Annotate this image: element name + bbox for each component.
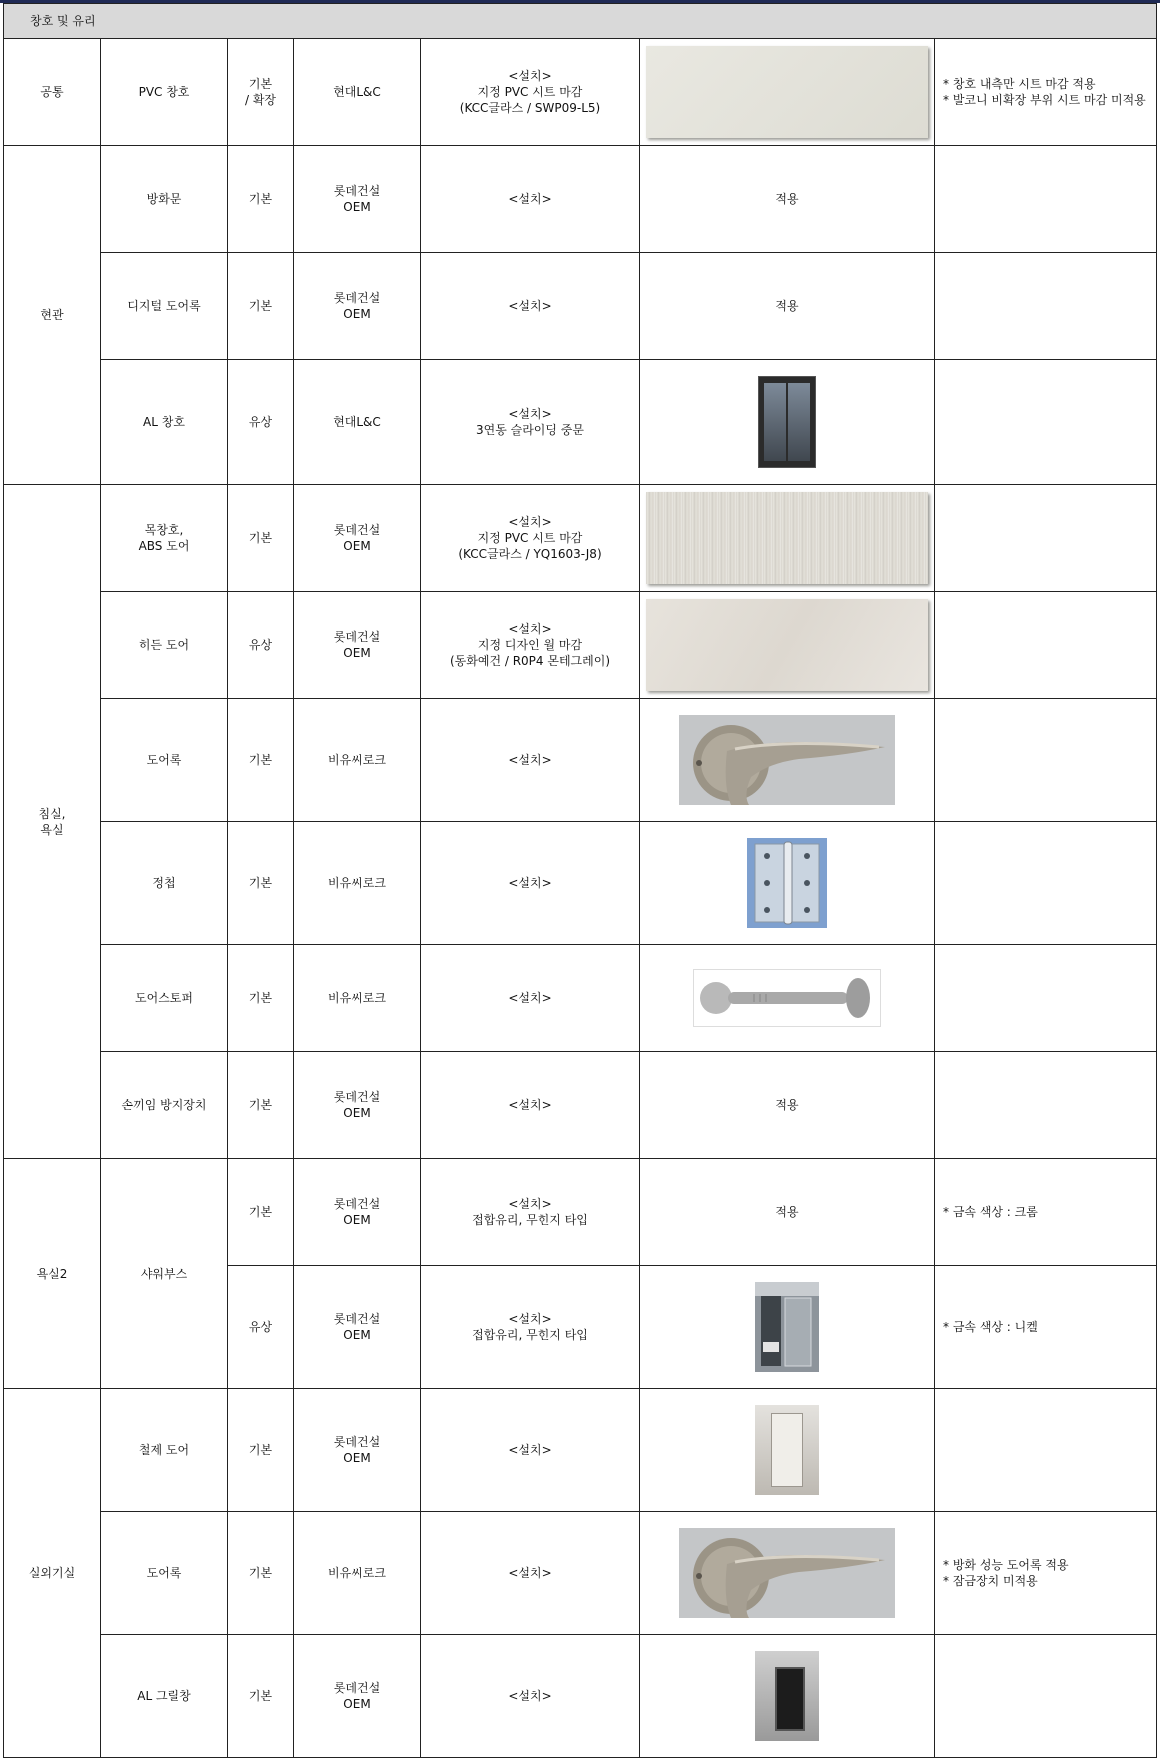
image-cell bbox=[640, 360, 935, 485]
item-cell: PVC 창호 bbox=[101, 39, 228, 146]
note-cell: * 금속 색상 : 니켈 bbox=[935, 1266, 1157, 1389]
steel-door-photo bbox=[755, 1405, 819, 1495]
table-row bbox=[4, 592, 1157, 699]
table-row bbox=[4, 146, 1157, 253]
table-row bbox=[4, 1389, 1157, 1512]
type-cell: 유상 bbox=[228, 592, 294, 699]
note-cell bbox=[935, 1389, 1157, 1512]
note-cell: * 창호 내측만 시트 마감 적용 * 발코니 비확장 부위 시트 마감 미적용 bbox=[935, 39, 1157, 146]
item-cell: 도어록 bbox=[101, 1512, 228, 1635]
spec-cell: <설치> bbox=[421, 945, 640, 1052]
spec-cell: <설치> 3연동 슬라이딩 중문 bbox=[421, 360, 640, 485]
maker-cell: 비유씨로크 bbox=[294, 699, 421, 822]
type-cell: 유상 bbox=[228, 360, 294, 485]
hinge-image bbox=[747, 838, 827, 928]
image-cell bbox=[640, 39, 935, 146]
type-cell: 기본 bbox=[228, 253, 294, 360]
note-cell bbox=[935, 1052, 1157, 1159]
door-lever-handle-image bbox=[679, 1528, 895, 1618]
image-cell bbox=[640, 1389, 935, 1512]
note-cell: * 금속 색상 : 크롬 bbox=[935, 1159, 1157, 1266]
table-row bbox=[4, 360, 1157, 485]
wood-sheet-swatch-image bbox=[646, 492, 928, 584]
note-cell bbox=[935, 1635, 1157, 1758]
item-cell: 손끼임 방지장치 bbox=[101, 1052, 228, 1159]
maker-cell: 비유씨로크 bbox=[294, 822, 421, 945]
maker-cell: 현대L&C bbox=[294, 360, 421, 485]
image-cell bbox=[640, 1635, 935, 1758]
spec-cell: <설치> bbox=[421, 146, 640, 253]
door-lever-handle-image bbox=[679, 715, 895, 805]
al-grill-window-photo bbox=[755, 1651, 819, 1741]
spec-cell: <설치> bbox=[421, 822, 640, 945]
location-cell: 실외기실 bbox=[4, 1389, 101, 1758]
image-cell bbox=[640, 699, 935, 822]
type-cell: 기본 bbox=[228, 1389, 294, 1512]
spec-cell: <설치> bbox=[421, 1512, 640, 1635]
type-cell: 기본 bbox=[228, 1052, 294, 1159]
pvc-sheet-swatch-image bbox=[646, 46, 928, 138]
spec-cell: <설치> bbox=[421, 1635, 640, 1758]
note-cell bbox=[935, 822, 1157, 945]
section-title: 창호 및 유리 bbox=[4, 4, 1157, 39]
maker-cell: 롯데건설 OEM bbox=[294, 592, 421, 699]
spec-cell: <설치> bbox=[421, 699, 640, 822]
spec-cell: <설치> 지정 PVC 시트 마감 (KCC글라스 / YQ1603-J8) bbox=[421, 485, 640, 592]
maker-cell: 비유씨로크 bbox=[294, 1512, 421, 1635]
type-cell: 기본 bbox=[228, 1512, 294, 1635]
image-cell bbox=[640, 1512, 935, 1635]
spec-cell: <설치> 지정 디자인 월 마감 (동화예건 / R0P4 몬테그레이) bbox=[421, 592, 640, 699]
door-stopper-image bbox=[693, 969, 881, 1027]
table-row bbox=[4, 1635, 1157, 1758]
type-cell: 기본 bbox=[228, 1159, 294, 1266]
table-row bbox=[4, 485, 1157, 592]
item-cell: AL 그릴창 bbox=[101, 1635, 228, 1758]
table-row bbox=[4, 822, 1157, 945]
type-cell: 기본 bbox=[228, 822, 294, 945]
spec-cell: <설치> bbox=[421, 1052, 640, 1159]
table-row bbox=[4, 253, 1157, 360]
note-cell bbox=[935, 146, 1157, 253]
image-cell: 적용 bbox=[640, 146, 935, 253]
table-row bbox=[4, 699, 1157, 822]
maker-cell: 롯데건설 OEM bbox=[294, 1635, 421, 1758]
note-cell bbox=[935, 360, 1157, 485]
type-cell: 유상 bbox=[228, 1266, 294, 1389]
maker-cell: 롯데건설 OEM bbox=[294, 253, 421, 360]
image-cell bbox=[640, 945, 935, 1052]
spec-cell: <설치> 접합유리, 무힌지 타입 bbox=[421, 1159, 640, 1266]
image-cell: 적용 bbox=[640, 1052, 935, 1159]
type-cell: 기본 bbox=[228, 485, 294, 592]
image-cell bbox=[640, 1266, 935, 1389]
type-cell: 기본 bbox=[228, 146, 294, 253]
table-row bbox=[4, 39, 1157, 146]
item-cell: 샤워부스 bbox=[101, 1159, 228, 1389]
note-cell bbox=[935, 253, 1157, 360]
image-cell: 적용 bbox=[640, 253, 935, 360]
table-row bbox=[4, 945, 1157, 1052]
image-cell bbox=[640, 485, 935, 592]
table-row bbox=[4, 1512, 1157, 1635]
item-cell: 디지털 도어록 bbox=[101, 253, 228, 360]
location-cell: 침실, 욕실 bbox=[4, 485, 101, 1159]
spec-cell: <설치> bbox=[421, 253, 640, 360]
item-cell: 히든 도어 bbox=[101, 592, 228, 699]
type-cell: 기본 / 확장 bbox=[228, 39, 294, 146]
item-cell: 목창호, ABS 도어 bbox=[101, 485, 228, 592]
table-row bbox=[4, 1052, 1157, 1159]
note-cell: * 방화 성능 도어록 적용 * 잠금장치 미적용 bbox=[935, 1512, 1157, 1635]
shower-booth-photo bbox=[755, 1282, 819, 1372]
location-cell: 욕실2 bbox=[4, 1159, 101, 1389]
maker-cell: 비유씨로크 bbox=[294, 945, 421, 1052]
spec-cell: <설치> bbox=[421, 1389, 640, 1512]
type-cell: 기본 bbox=[228, 945, 294, 1052]
maker-cell: 롯데건설 OEM bbox=[294, 146, 421, 253]
item-cell: 도어록 bbox=[101, 699, 228, 822]
type-cell: 기본 bbox=[228, 1635, 294, 1758]
image-cell bbox=[640, 822, 935, 945]
maker-cell: 롯데건설 OEM bbox=[294, 485, 421, 592]
maker-cell: 현대L&C bbox=[294, 39, 421, 146]
spec-cell: <설치> 지정 PVC 시트 마감 (KCC글라스 / SWP09-L5) bbox=[421, 39, 640, 146]
spec-cell: <설치> 접합유리, 무힌지 타입 bbox=[421, 1266, 640, 1389]
note-cell bbox=[935, 592, 1157, 699]
note-cell bbox=[935, 699, 1157, 822]
maker-cell: 롯데건설 OEM bbox=[294, 1266, 421, 1389]
item-cell: AL 창호 bbox=[101, 360, 228, 485]
image-cell: 적용 bbox=[640, 1159, 935, 1266]
image-cell bbox=[640, 592, 935, 699]
location-cell: 현관 bbox=[4, 146, 101, 485]
spec-table bbox=[3, 3, 1157, 1758]
item-cell: 철제 도어 bbox=[101, 1389, 228, 1512]
item-cell: 도어스토퍼 bbox=[101, 945, 228, 1052]
note-cell bbox=[935, 485, 1157, 592]
sliding-door-photo bbox=[758, 376, 816, 468]
section-header-row bbox=[4, 4, 1157, 39]
maker-cell: 롯데건설 OEM bbox=[294, 1389, 421, 1512]
table-row bbox=[4, 1159, 1157, 1266]
location-cell: 공통 bbox=[4, 39, 101, 146]
note-cell bbox=[935, 945, 1157, 1052]
maker-cell: 롯데건설 OEM bbox=[294, 1052, 421, 1159]
item-cell: 정첩 bbox=[101, 822, 228, 945]
item-cell: 방화문 bbox=[101, 146, 228, 253]
maker-cell: 롯데건설 OEM bbox=[294, 1159, 421, 1266]
wall-finish-swatch-image bbox=[646, 599, 928, 691]
type-cell: 기본 bbox=[228, 699, 294, 822]
